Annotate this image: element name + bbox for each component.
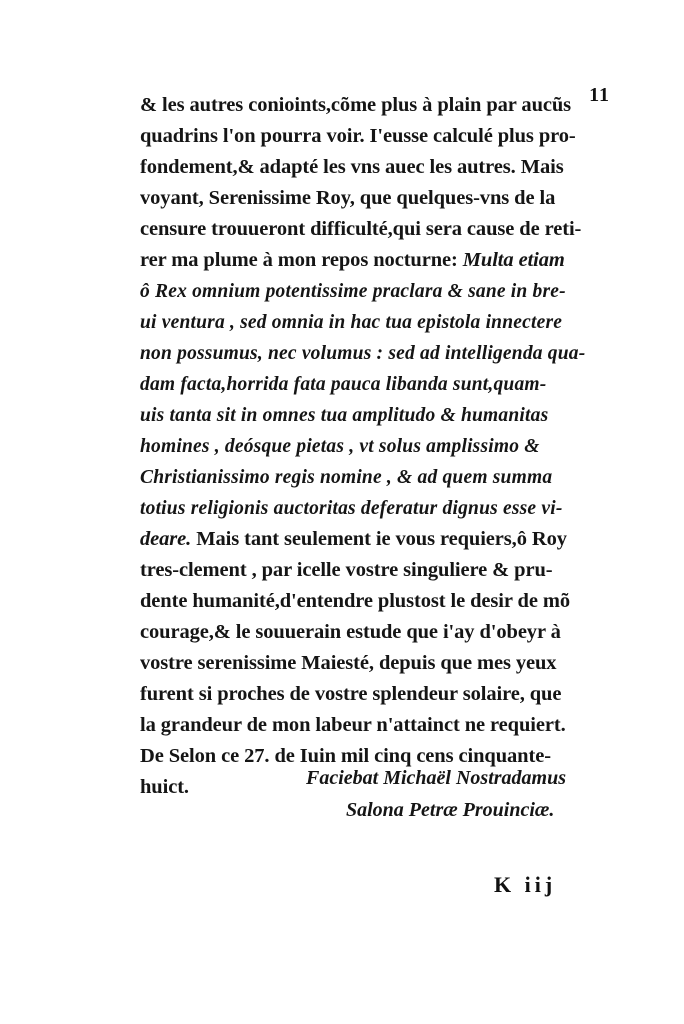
text-line-roman: tres-clement , par icelle vostre singuliere & pru- (140, 559, 553, 581)
text-line-roman: rer ma plume à mon repos nocturne: (140, 249, 463, 271)
text-line-italic: Christianissimo regis nomine , & ad quem summa (140, 467, 553, 488)
text-line-italic: uis tanta sit in omnes tua amplitudo & humanitas (140, 405, 549, 426)
text-line-italic: totius religionis auctoritas deferatur dignus esse vi- (140, 498, 563, 519)
text-line-italic: ui ventura , sed omnia in hac tua epistola innectere (140, 312, 563, 333)
signature-block (306, 762, 636, 826)
text-line-roman: huict. (140, 776, 189, 798)
text-line-roman: fondement,& adapté les vns auec les autres. Mais (140, 156, 564, 178)
text-line-roman: la grandeur de mon labeur n'attainct ne requiert. (140, 714, 566, 736)
text-line (140, 121, 620, 152)
text-line-latin (140, 307, 620, 338)
text-line-latin (140, 462, 620, 493)
text-line-italic: ô Rex omnium potentissime praclara & sane in bre- (140, 281, 566, 302)
text-line-latin (140, 400, 620, 431)
text-line-roman: Mais tant seulement ie vous requiers,ô Roy (191, 528, 567, 550)
signature-place: Salona Petræ Prouinciæ. (346, 799, 555, 821)
text-line (140, 679, 620, 710)
text-line-italic: Multa etiam (462, 249, 565, 271)
signature-author: Faciebat Michaël Nostradamus (306, 767, 567, 789)
text-line-roman: censure trouueront difficulté,qui sera cause de reti- (140, 218, 582, 240)
text-line (140, 555, 620, 586)
text-line (140, 710, 620, 741)
text-line (140, 245, 620, 276)
text-line-roman: courage,& le souuerain estude que i'ay d'obeyr à (140, 621, 561, 643)
text-line-latin (140, 338, 620, 369)
text-line-roman: De Selon ce 27. de Iuin mil cinq cens cinquante- (140, 745, 551, 767)
text-line-italic: homines , deósque pietas , vt solus amplissimo & (140, 436, 540, 457)
printer-signature-mark: K iij (494, 872, 557, 897)
text-line-latin (140, 276, 620, 307)
letter-body (140, 90, 620, 803)
text-line-roman: furent si proches de vostre splendeur solaire, que (140, 683, 562, 705)
text-line-roman: quadrins l'on pourra voir. I'eusse calculé plus pro- (140, 125, 576, 147)
text-line-latin (140, 431, 620, 462)
text-line (140, 617, 620, 648)
text-line-italic: non possumus, nec volumus : sed ad intelligenda qua- (140, 343, 586, 364)
text-line-roman: & les autres conioints,cõme plus à plain par aucũs (140, 94, 572, 116)
text-line-latin (140, 493, 620, 524)
text-line-italic: dam facta,horrida fata pauca libanda sunt,quam- (140, 374, 547, 395)
text-line (140, 648, 620, 679)
text-line-italic: deare. (140, 528, 192, 550)
text-line-roman: dente humanité,d'entendre plustost le desir de mõ (140, 590, 570, 612)
text-line (140, 586, 620, 617)
text-line (140, 152, 620, 183)
text-line (140, 183, 620, 214)
text-line (140, 90, 620, 121)
text-line-roman: voyant, Serenissime Roy, que quelques-vns de la (140, 187, 556, 209)
page-number: 11 (589, 84, 610, 106)
text-line (140, 214, 620, 245)
text-line-latin (140, 369, 620, 400)
text-line-roman: vostre serenissime Maiesté, depuis que mes yeux (140, 652, 557, 674)
text-line (140, 524, 620, 555)
